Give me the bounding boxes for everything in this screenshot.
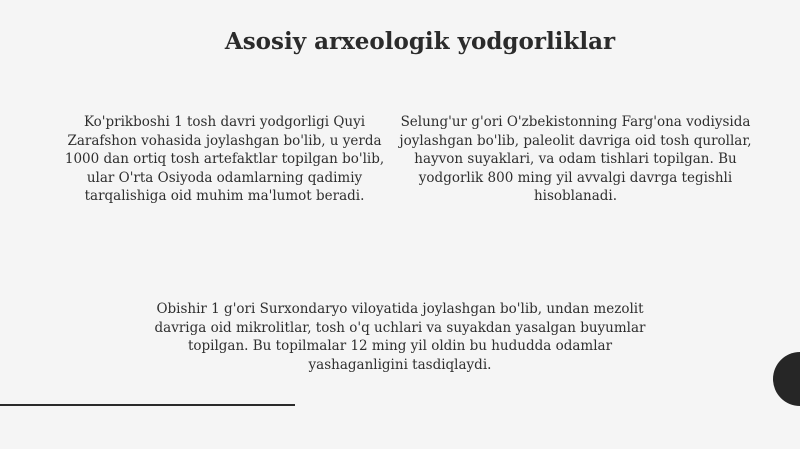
text-block-selungur: Selung'ur g'ori O'zbekistonning Farg'ona vodiysida joylashgan bo'lib, paleolit davriga oid tosh qurollar, hayvon suyaklari, va odam tishlari topilgan. Bu yodgorlik 800 ming yil avvalgi davrga tegishli hisoblanadi.: [399, 114, 752, 204]
text-block-koprikboshi: Ko'prikboshi 1 tosh davri yodgorligi Quyi Zarafshon vohasida joylashgan bo'lib, u yerda 1000 dan ortiq tosh artefaktlar topilgan bo'lib, ular O'rta Osiyoda odamlarning qadimiy tarqalishiga oid muhim ma'lumot beradi.: [64, 114, 385, 204]
footer-rule: [0, 404, 295, 406]
text-block-obishir: Obishir 1 g'ori Surxondaryo viloyatida joylashgan bo'lib, undan mezolit davriga oid mikrolitlar, tosh o'q uchlari va suyakdan yasalgan buyumlar topilgan. Bu topilmalar 12 ming yil oldin bu hududda odamlar yashaganligini tasdiqlaydi.: [154, 301, 646, 373]
corner-circle-decoration: [773, 352, 800, 406]
slide-title: Asosiy arxeologik yodgorliklar: [224, 28, 616, 55]
